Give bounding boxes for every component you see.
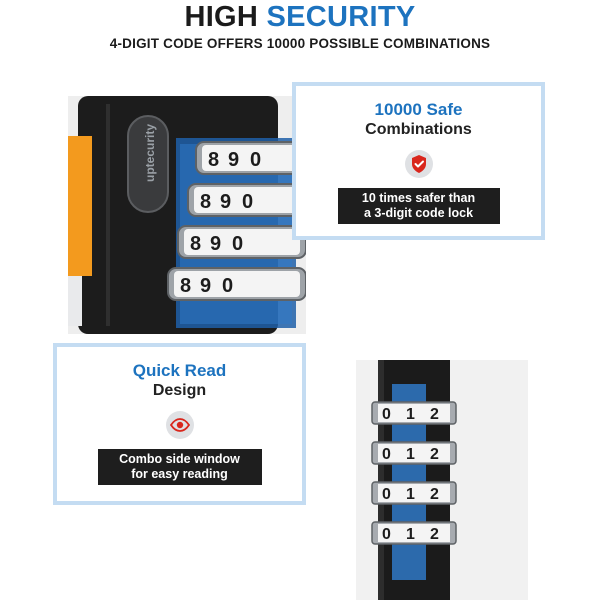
lock-closeup-photo	[68, 96, 306, 334]
wheel-digit: 9	[220, 191, 232, 213]
wheel-row-4	[168, 268, 306, 300]
wheel-row-2	[188, 184, 306, 216]
wheel-row-1	[372, 402, 456, 424]
wheel-digit: 9	[210, 233, 222, 255]
tagline-line-1: Combo side window	[119, 452, 240, 466]
feature-card-heading-accent: Quick Read	[132, 361, 227, 380]
wheel-digit: 9	[228, 149, 240, 171]
wheel-digit: 8	[180, 275, 192, 297]
wheel-digit: 9	[200, 275, 212, 297]
shield-check-icon	[405, 150, 433, 178]
wheel-digit: 0	[382, 526, 391, 543]
feature-card-heading-accent: 10000 Safe	[374, 100, 463, 119]
wheel-row-3	[372, 482, 456, 504]
feature-card-heading: Combinations	[365, 121, 472, 138]
wheel-row-4	[372, 522, 456, 544]
feature-card-safe-combinations	[292, 82, 545, 240]
tagline-line-1: 10 times safer than	[361, 191, 476, 205]
wheel-digit: 0	[232, 233, 244, 255]
feature-card-tagline	[98, 449, 262, 485]
wheel-digit: 2	[430, 486, 439, 503]
wheel-digit: 8	[200, 191, 212, 213]
wheel-digit: 1	[406, 526, 415, 543]
wheel-digit: 2	[430, 526, 439, 543]
wheel-digit: 0	[250, 149, 262, 171]
wheel-digit: 1	[406, 406, 415, 423]
page-title	[0, 0, 600, 34]
wheel-digit: 0	[382, 406, 391, 423]
eye-icon	[166, 411, 194, 439]
lock-side-window-photo	[356, 360, 528, 600]
feature-card-tagline	[338, 188, 500, 224]
wheel-digit: 0	[382, 446, 391, 463]
wheel-row-3	[178, 226, 306, 258]
tagline-line-2: for easy reading	[131, 467, 228, 481]
wheel-digit: 8	[208, 149, 220, 171]
wheel-digit: 0	[242, 191, 254, 213]
brand-label: uptecurity	[143, 123, 157, 182]
tagline-line-2: a 3-digit code lock	[363, 206, 474, 220]
wheel-row-2	[372, 442, 456, 464]
title-security: SECURITY	[266, 1, 416, 33]
wheel-digit: 2	[430, 406, 439, 423]
wheel-digit: 0	[222, 275, 234, 297]
wheel-digit: 1	[406, 486, 415, 503]
wheel-row-1	[196, 142, 306, 174]
wheel-digit: 0	[382, 486, 391, 503]
page-subtitle: 4-DIGIT CODE OFFERS 10000 POSSIBLE COMBINATIONS	[109, 36, 491, 51]
wheel-digit: 2	[430, 446, 439, 463]
wheel-digit: 1	[406, 446, 415, 463]
wheel-digit: 8	[190, 233, 202, 255]
feature-card-quick-read	[53, 343, 306, 505]
feature-card-heading: Design	[152, 382, 207, 399]
title-high: HIGH	[184, 1, 259, 33]
